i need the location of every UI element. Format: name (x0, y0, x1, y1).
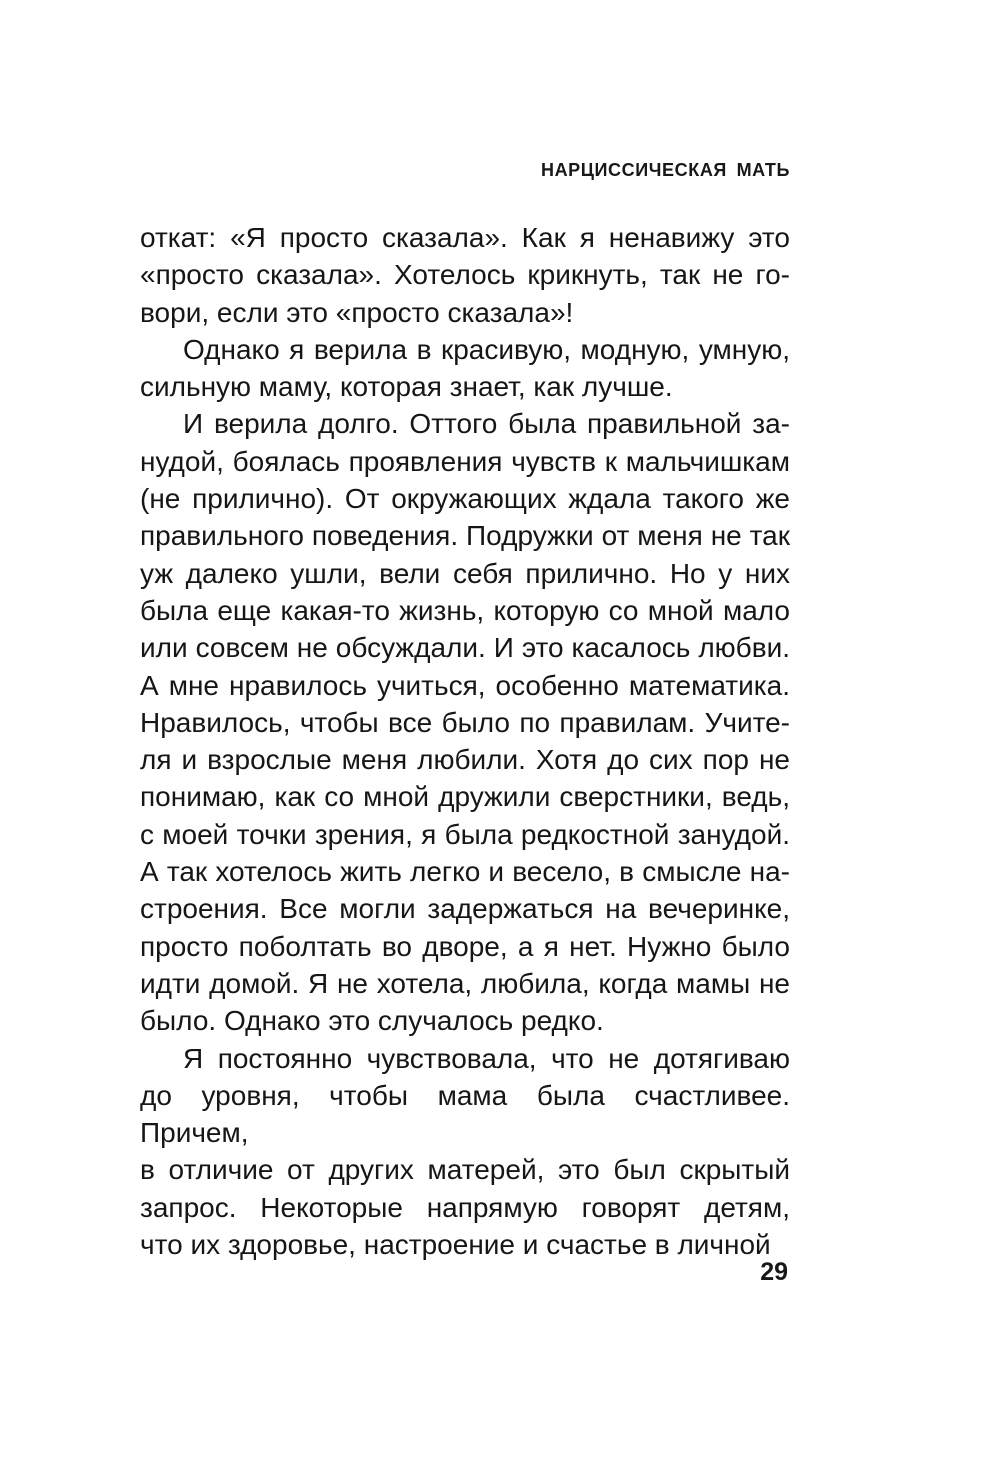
text-line: просто поболтать во дворе, а я нет. Нужно было (140, 930, 790, 962)
text-line: ля и взрослые меня любили. Хотя до сих пор не (140, 744, 790, 776)
body-text (140, 219, 790, 1263)
text-line: откат: «Я просто сказала». Как я ненавижу это (140, 222, 790, 253)
text-line: А мне нравилось учиться, особенно математика. (140, 669, 790, 701)
text-line: И верила долго. Оттого была правильной за- (183, 408, 790, 440)
text-line: была еще какая-то жизнь, которую со мной мало (140, 594, 790, 626)
running-header: НАРЦИССИЧЕСКАЯ МАТЬ (540, 160, 790, 180)
text-line: Однако я верила в красивую, модную, умную, (183, 333, 790, 365)
text-line: А так хотелось жить легко и весело, в смысле на- (140, 856, 790, 888)
text-line: «просто сказала». Хотелось крикнуть, так не го- (140, 259, 790, 291)
text-line: (не прилично). От окружающих ждала такого же (140, 483, 790, 515)
text-line: или совсем не обсуждали. И это касалось любви. (140, 632, 790, 664)
text-line: правильного поведения. Подружки от меня не так (140, 520, 790, 552)
text-line: сильную маму, которая знает, как лучше. (140, 371, 673, 403)
text-line: строения. Все могли задержаться на вечеринке, (140, 893, 790, 925)
text-line: Я постоянно чувствовала, что не дотягиваю (183, 1042, 790, 1074)
text-line: Нравилось, чтобы все было по правилам. Учите- (140, 706, 790, 738)
text-line: понимаю, как со мной дружили сверстники, ведь, (140, 781, 790, 813)
page-number: 29 (760, 1258, 788, 1286)
text-line: с моей точки зрения, я была редкостной занудой. (140, 818, 790, 850)
text-line: нудой, боялась проявления чувств к мальчишкам (140, 445, 790, 477)
text-line: вори, если это «просто сказала»! (140, 296, 574, 328)
text-line: уж далеко ушли, вели себя прилично. Но у них (140, 557, 790, 589)
text-line: было. Однако это случалось редко. (140, 1005, 604, 1037)
text-line: идти домой. Я не хотела, любила, когда мамы не (140, 967, 790, 999)
text-line: в отличие от других матерей, это был скрытый (140, 1154, 790, 1186)
text-line: до уровня, чтобы мама была счастливее. Причем, (140, 1079, 790, 1149)
text-line: что их здоровье, настроение и счастье в личной (140, 1229, 771, 1261)
text-line: запрос. Некоторые напрямую говорят детям, (140, 1191, 790, 1223)
